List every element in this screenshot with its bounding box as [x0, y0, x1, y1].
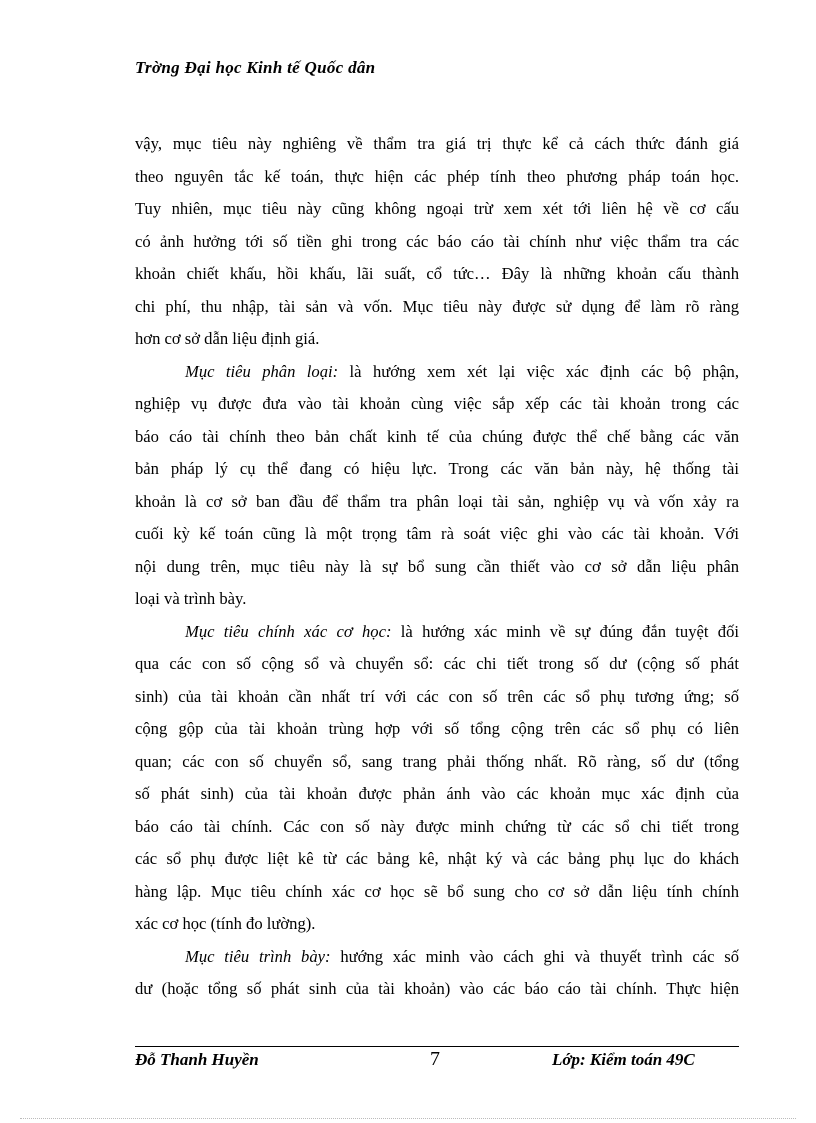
text-line: hàng lập. Mục tiêu chính xác cơ học sẽ bổ sung cho cơ sở dẫn liệu tính chính: [135, 881, 739, 901]
document-body: [135, 128, 739, 1006]
text-line: hơn cơ sở dẫn liệu định giá.: [135, 329, 320, 348]
page-number: 7: [430, 1048, 440, 1070]
text-line: chi phí, thu nhập, tài sản và vốn. Mục tiêu này được sử dụng để làm rõ ràng: [135, 296, 739, 316]
text-line: dư (hoặc tổng số phát sinh của tài khoản) vào các báo cáo tài chính. Thực hiện: [135, 979, 739, 998]
paragraph-label: Mục tiêu phân loại:: [185, 361, 339, 381]
paragraph-continuation: [135, 128, 739, 356]
text-line: loại và trình bày.: [135, 589, 247, 608]
text-line: cộng gộp của tài khoản trùng hợp với số tổng cộng trên các sổ phụ có liên: [135, 719, 739, 738]
page-bottom-divider: [20, 1118, 796, 1119]
text-line: cuối kỳ kế toán cũng là một trọng tâm rà soát việc ghi vào các tài khoản. Với: [135, 524, 739, 543]
paragraph-label: Mục tiêu trình bày:: [185, 946, 331, 966]
text-line: có ảnh hưởng tới số tiền ghi trong các báo cáo tài chính như việc thẩm tra các: [135, 231, 739, 251]
footer-divider: [135, 1046, 739, 1047]
text-line: khoản chiết khấu, hồi khấu, lãi suất, cổ tức… Đây là những khoản cấu thành: [135, 264, 739, 283]
text-run: là hướng xác minh về sự đúng đắn tuyệt đối: [391, 621, 739, 641]
text-line: Tuy nhiên, mục tiêu này cũng không ngoại trừ xem xét tới liên hệ về cơ cấu: [135, 199, 739, 218]
text-line: [135, 356, 739, 389]
text-line: nghiệp vụ được đưa vào tài khoản cùng việc sắp xếp các tài khoản trong các: [135, 394, 739, 413]
text-line: sinh) của tài khoản cần nhất trí với các con số trên các sổ phụ tương ứng; số: [135, 686, 739, 706]
footer-author: Đỗ Thanh Huyền: [135, 1050, 259, 1069]
text-run: hướng xác minh vào cách ghi và thuyết trình các số: [330, 946, 739, 966]
paragraph-label: Mục tiêu chính xác cơ học:: [185, 621, 392, 641]
paragraph-classification-objective: [135, 356, 739, 616]
text-line: khoản là cơ sở ban đầu để thẩm tra phân loại tài sản, nghiệp vụ và vốn xảy ra: [135, 491, 739, 511]
text-line: xác cơ học (tính đo lường).: [135, 914, 316, 933]
text-line: báo cáo tài chính theo bản chất kinh tế của chúng được thể chế bằng các văn: [135, 426, 739, 446]
paragraph-presentation-objective: [135, 941, 739, 1006]
text-line: [135, 941, 739, 974]
text-line: vậy, mục tiêu này nghiêng về thẩm tra giá trị thực kể cả cách thức đánh giá: [135, 134, 739, 153]
text-line: theo nguyên tắc kế toán, thực hiện các phép tính theo phương pháp toán học.: [135, 166, 739, 186]
text-line: qua các con số cộng sổ và chuyển sổ: các chi tiết trong số dư (cộng số phát: [135, 654, 739, 673]
text-line: các sổ phụ được liệt kê từ các bảng kê, nhật ký và các bảng phụ lục do khách: [135, 849, 739, 868]
page-header: Trờng Đại học Kinh tế Quốc dân: [135, 58, 376, 77]
text-line: bản pháp lý cụ thể đang có hiệu lực. Trong các văn bản này, hệ thống tài: [135, 459, 739, 478]
footer-class: Lớp: Kiểm toán 49C: [552, 1050, 695, 1069]
text-line: báo cáo tài chính. Các con số này được minh chứng từ các sổ chi tiết trong: [135, 816, 739, 836]
paragraph-mechanical-accuracy-objective: [135, 616, 739, 941]
text-run: là hướng xem xét lại việc xác định các bộ phận,: [338, 361, 740, 381]
text-line: số phát sinh) của tài khoản được phản ánh vào các khoản mục xác định của: [135, 784, 739, 803]
text-line: nội dung trên, mục tiêu này là sự bổ sung cần thiết vào cơ sở dẫn liệu phân: [135, 556, 739, 576]
text-line: [135, 616, 739, 649]
text-line: quan; các con số chuyển sổ, sang trang phải thống nhất. Rõ ràng, số dư (tổng: [135, 751, 739, 771]
